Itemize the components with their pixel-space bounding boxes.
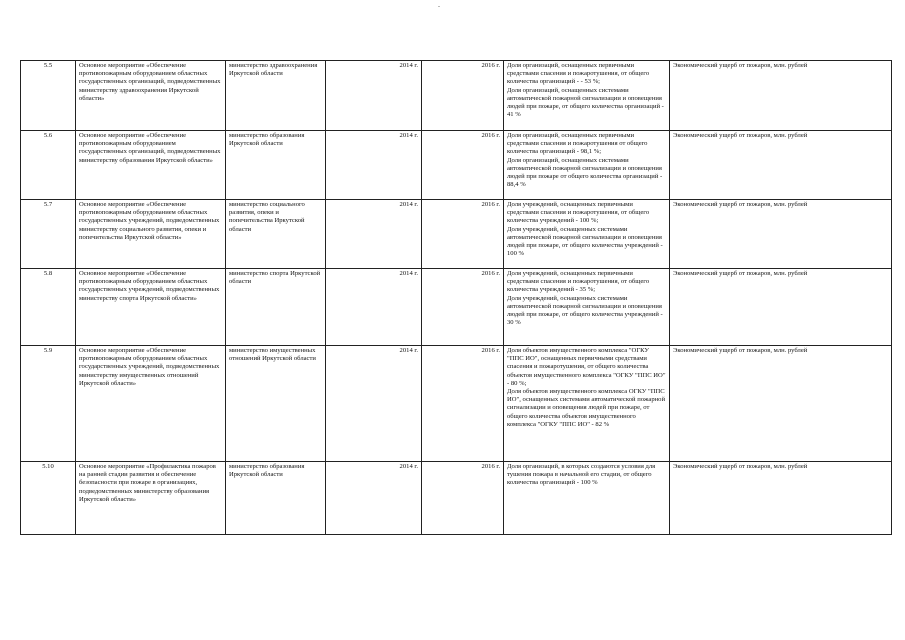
executor-cell: министерство спорта Иркутской области <box>226 269 326 346</box>
executor-cell: министерство имущественных отношений Иркутской области <box>226 346 326 462</box>
table-row <box>21 346 892 462</box>
effect-cell: Экономический ущерб от пожаров, млн. рублей <box>670 346 892 462</box>
row-number: 5.10 <box>21 462 76 535</box>
indicators-cell: Доля учреждений, оснащенных первичными средствами спасения и пожаротушения, от общего количества учреждений - 35 %; Доля учреждений, оснащенных системами автоматической пожарной сигнализации и оповещения людей при пожаре, от общего количества учреждений - 30 % <box>504 269 670 346</box>
program-activities-table <box>20 60 892 535</box>
executor-cell: министерство здравоохранения Иркутской области <box>226 61 326 131</box>
effect-cell: Экономический ущерб от пожаров, млн. рублей <box>670 269 892 346</box>
table-row <box>21 269 892 346</box>
scan-artifact-mark <box>438 6 440 7</box>
executor-cell: министерство социального развития, опеки и попечительства Иркутской области <box>226 200 326 269</box>
indicators-cell: Доля организаций, в которых создаются условия для тушения пожара в начальной его стадии, от общего количества организаций - 100 % <box>504 462 670 535</box>
table-row <box>21 200 892 269</box>
start-year-cell: 2014 г. <box>326 131 422 200</box>
indicators-cell: Доля объектов имущественного комплекса "ОГКУ "ППС ИО", оснащенных первичными средствами спасения и пожаротушения, от общего количества объектов имущественного комплекса "ОГКУ "ППС ИО" - 80 %; Доля объектов имущественного комплекса ОГКУ "ППС ИО", оснащенных системами автоматической пожарной сигнализации и оповещения людей при пожаре, от общего количества объектов имущественного комплекса "ОГКУ "ППС ИО" - 82 % <box>504 346 670 462</box>
indicators-cell: Доля организаций, оснащенных первичными средствами спасения и пожаротушения, от общего количества организаций - - 53 %; Доля организаций, оснащенных системами автоматической пожарной сигнализации и оповещения людей при пожаре, от общего количества организаций - 41 % <box>504 61 670 131</box>
row-number: 5.9 <box>21 346 76 462</box>
row-number: 5.8 <box>21 269 76 346</box>
effect-cell: Экономический ущерб от пожаров, млн. рублей <box>670 61 892 131</box>
effect-cell: Экономический ущерб от пожаров, млн. рублей <box>670 200 892 269</box>
row-number: 5.7 <box>21 200 76 269</box>
effect-cell: Экономический ущерб от пожаров, млн. рублей <box>670 462 892 535</box>
activity-cell: Основное мероприятие «Обеспечение противопожарным оборудованием областных государственных организаций, подведомственных министерству здравоохранения Иркутской области» <box>76 61 226 131</box>
end-year-cell: 2016 г. <box>422 346 504 462</box>
activity-cell: Основное мероприятие «Обеспечение противопожарным оборудованием государственных организаций, подведомственных министерству образования Иркутской области» <box>76 131 226 200</box>
end-year-cell: 2016 г. <box>422 200 504 269</box>
start-year-cell: 2014 г. <box>326 346 422 462</box>
activity-cell: Основное мероприятие «Обеспечение противопожарным оборудованием областных государственных учреждений, подведомственных министерству имущественных отношений Иркутской области» <box>76 346 226 462</box>
end-year-cell: 2016 г. <box>422 462 504 535</box>
table-row <box>21 462 892 535</box>
table-row <box>21 61 892 131</box>
start-year-cell: 2014 г. <box>326 61 422 131</box>
activity-cell: Основное мероприятие «Обеспечение противопожарным оборудованием областных государственных учреждений, подведомственных министерству спорта Иркутской области» <box>76 269 226 346</box>
indicators-cell: Доля учреждений, оснащенных первичными средствами спасения и пожаротушения, от общего количества учреждений - 100 %; Доля учреждений, оснащенных системами автоматической пожарной сигнализации и оповещения людей при пожаре, от общего количества учреждений - 100 % <box>504 200 670 269</box>
executor-cell: министерство образования Иркутской области <box>226 462 326 535</box>
indicators-cell: Доля организаций, оснащенных первичными средствами спасения и пожаротушения от общего количества организаций - 98,1 %; Доля организаций, оснащенных системами автоматической пожарной сигнализации и оповещения людей при пожаре от общего количества организаций - 88,4 % <box>504 131 670 200</box>
activity-cell: Основное мероприятие «Обеспечение противопожарным оборудованием областных государственных учреждений, подведомственных министерству социального развития, опеки и попечительства Иркутской области» <box>76 200 226 269</box>
activity-cell: Основное мероприятие «Профилактика пожаров на ранней стадии развития и обеспечение безопасности при пожаре в организациях, подведомственных министерству образования Иркутской области» <box>76 462 226 535</box>
start-year-cell: 2014 г. <box>326 269 422 346</box>
end-year-cell: 2016 г. <box>422 131 504 200</box>
executor-cell: министерство образования Иркутской области <box>226 131 326 200</box>
effect-cell: Экономический ущерб от пожаров, млн. рублей <box>670 131 892 200</box>
start-year-cell: 2014 г. <box>326 462 422 535</box>
end-year-cell: 2016 г. <box>422 61 504 131</box>
table-row <box>21 131 892 200</box>
end-year-cell: 2016 г. <box>422 269 504 346</box>
row-number: 5.6 <box>21 131 76 200</box>
row-number: 5.5 <box>21 61 76 131</box>
start-year-cell: 2014 г. <box>326 200 422 269</box>
